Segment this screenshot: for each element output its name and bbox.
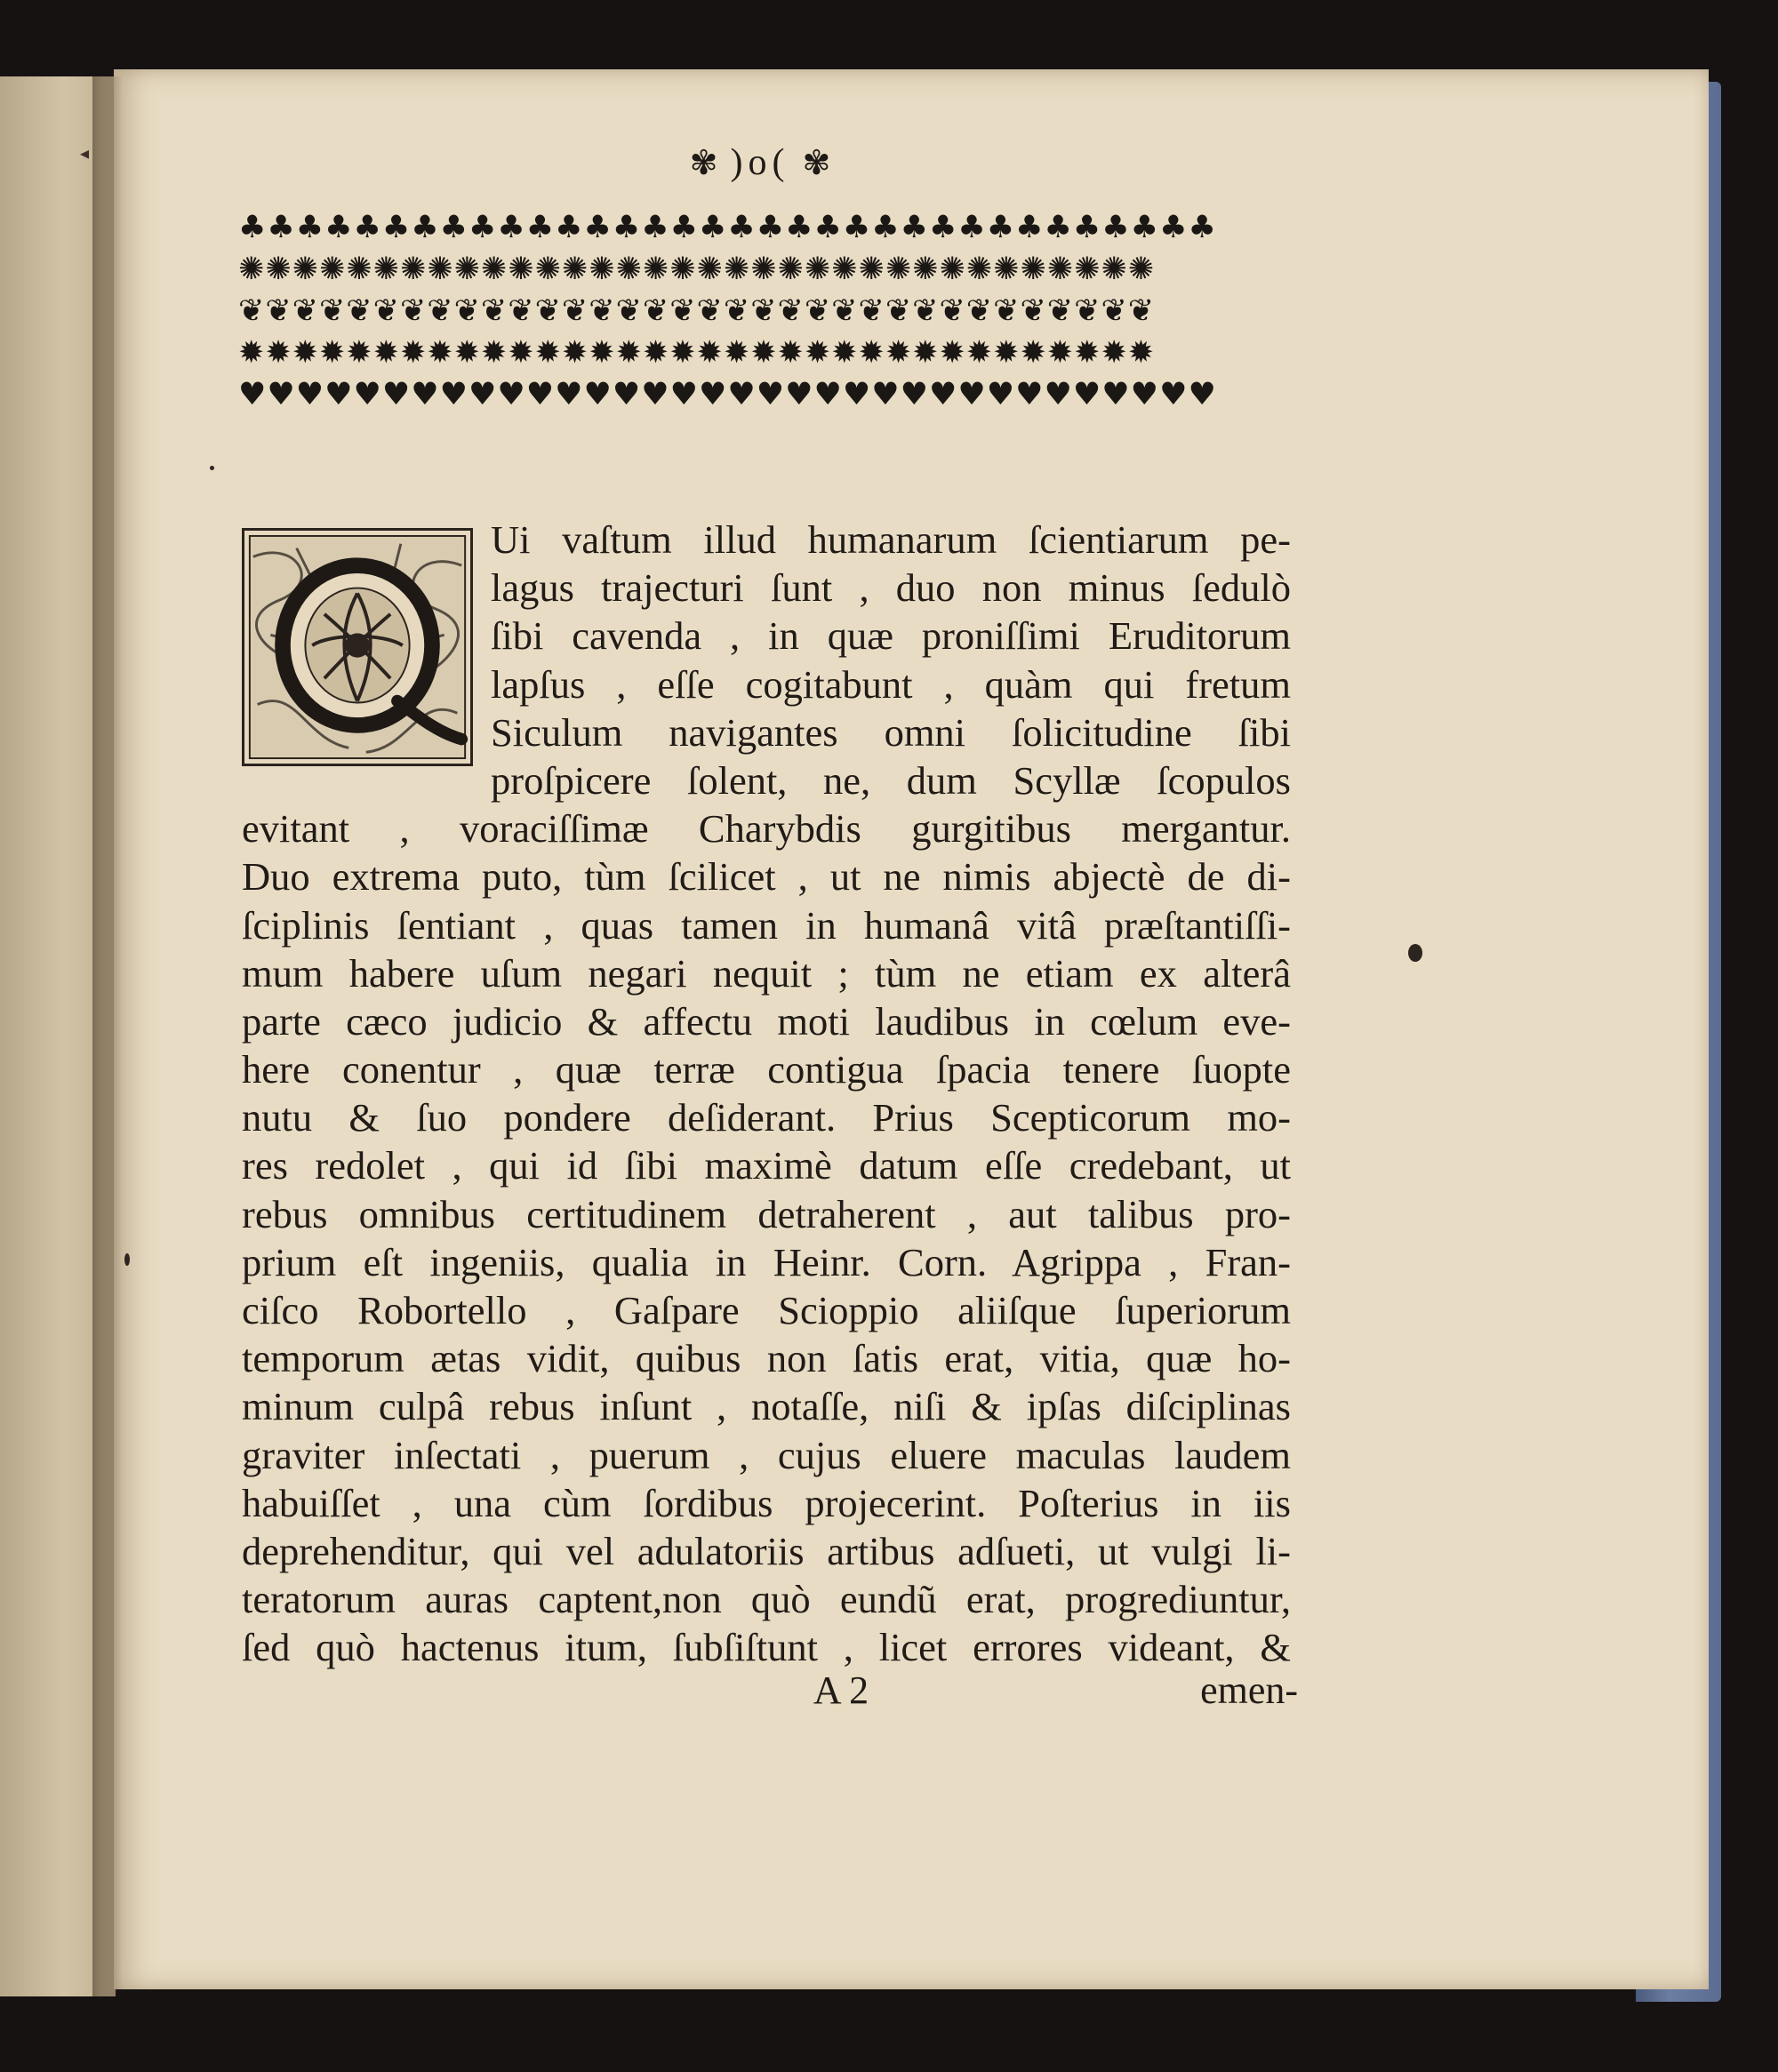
text-line: graviter inſectati , puerum , cujus eluere maculas laudem	[242, 1432, 1291, 1477]
ornament-row-3: ❦❦❦❦❦❦❦❦❦❦❦❦❦❦❦❦❦❦❦❦❦❦❦❦❦❦❦❦❦❦❦❦❦❦	[238, 293, 1156, 329]
ornament-row-4: ✹✹✹✹✹✹✹✹✹✹✹✹✹✹✹✹✹✹✹✹✹✹✹✹✹✹✹✹✹✹✹✹✹✹	[238, 335, 1156, 371]
text-line: Siculum navigantes omni ſolicitudine ſibi	[491, 709, 1291, 755]
catchword: emen-	[1200, 1668, 1298, 1712]
text-line: habuiſſet , una cùm ſordibus projecerint. Poſterius in iis	[242, 1480, 1291, 1525]
flower-ornament-icon: ✾	[802, 143, 831, 182]
running-head	[658, 133, 862, 192]
ink-speck	[210, 466, 214, 470]
flower-ornament-icon: ✾	[689, 143, 718, 182]
text-line: lagus trajecturi ſunt , duo non minus ſedulò	[491, 565, 1291, 611]
text-line: res redolet , qui id ſibi maximè datum eſſe credebant, ut	[242, 1143, 1291, 1188]
page-corner-mark: ◂	[80, 144, 90, 164]
text-line: temporum ætas vidit, quibus non ſatis erat, vitia, quæ ho-	[242, 1336, 1291, 1381]
running-head-text: )o(	[730, 142, 790, 183]
text-line: teratorum auras captent,non quò eundũ erat, progrediuntur,	[242, 1577, 1291, 1622]
ornament-row-5: ♥♥♥♥♥♥♥♥♥♥♥♥♥♥♥♥♥♥♥♥♥♥♥♥♥♥♥♥♥♥♥♥♥♥	[238, 377, 1217, 412]
text-line: minum culpâ rebus inſunt , notaſſe, niſi & ipſas diſciplinas	[242, 1384, 1291, 1429]
headpiece-ornament-band	[238, 210, 1287, 412]
text-line: ſciplinis ſentiant , quas tamen in humanâ vitâ præſtantiſſi-	[242, 902, 1291, 948]
text-line: ciſco Robortello , Gaſpare Scioppio aliiſque ſuperiorum	[242, 1288, 1291, 1332]
text-line: ſed quò hactenus itum, ſubſiſtunt , licet errores videant, &	[242, 1625, 1291, 1670]
text-line: evitant , voraciſſimæ Charybdis gurgitibus mergantur.	[242, 806, 1291, 852]
text-line: mum habere uſum negari nequit ; tùm ne etiam ex alterâ	[242, 950, 1291, 996]
ink-speck	[1408, 944, 1422, 962]
text-line: parte cæco judicio & affectu moti laudibus in cœlum eve-	[242, 998, 1291, 1044]
signature-mark: A 2	[813, 1668, 869, 1712]
text-line: Ui vaſtum illud humanarum ſcientiarum pe-	[491, 517, 1291, 562]
text-line: proſpicere ſolent, ne, dum Scyllæ ſcopulos	[491, 757, 1291, 803]
text-line: ſibi cavenda , in quæ proniſſimi Eruditorum	[491, 613, 1291, 659]
text-line: nutu & ſuo pondere deſiderant. Prius Scepticorum mo-	[242, 1095, 1291, 1140]
binding-gutter	[92, 76, 123, 1996]
ornament-row-2: ✺✺✺✺✺✺✺✺✺✺✺✺✺✺✺✺✺✺✺✺✺✺✺✺✺✺✺✺✺✺✺✺✺✺	[238, 252, 1156, 287]
text-line: here conentur , quæ terræ contigua ſpacia tenere ſuopte	[242, 1047, 1291, 1092]
text-line: Duo extrema puto, tùm ſcilicet , ut ne nimis abjectè de di-	[242, 854, 1291, 900]
text-line: prium eſt ingeniis, qualia in Heinr. Corn. Agrippa , Fran-	[242, 1239, 1291, 1284]
ornament-row-1: ♣♣♣♣♣♣♣♣♣♣♣♣♣♣♣♣♣♣♣♣♣♣♣♣♣♣♣♣♣♣♣♣♣♣	[238, 210, 1217, 245]
text-line: deprehenditur, qui vel adulatoriis artibus adſueti, ut vulgi li-	[242, 1528, 1291, 1573]
text-line: lapſus , eſſe cogitabunt , quàm qui fretum	[491, 661, 1291, 707]
text-line: rebus omnibus certitudinem detraherent , aut talibus pro-	[242, 1191, 1291, 1236]
ink-speck	[124, 1253, 130, 1266]
body-text	[242, 516, 1291, 1672]
